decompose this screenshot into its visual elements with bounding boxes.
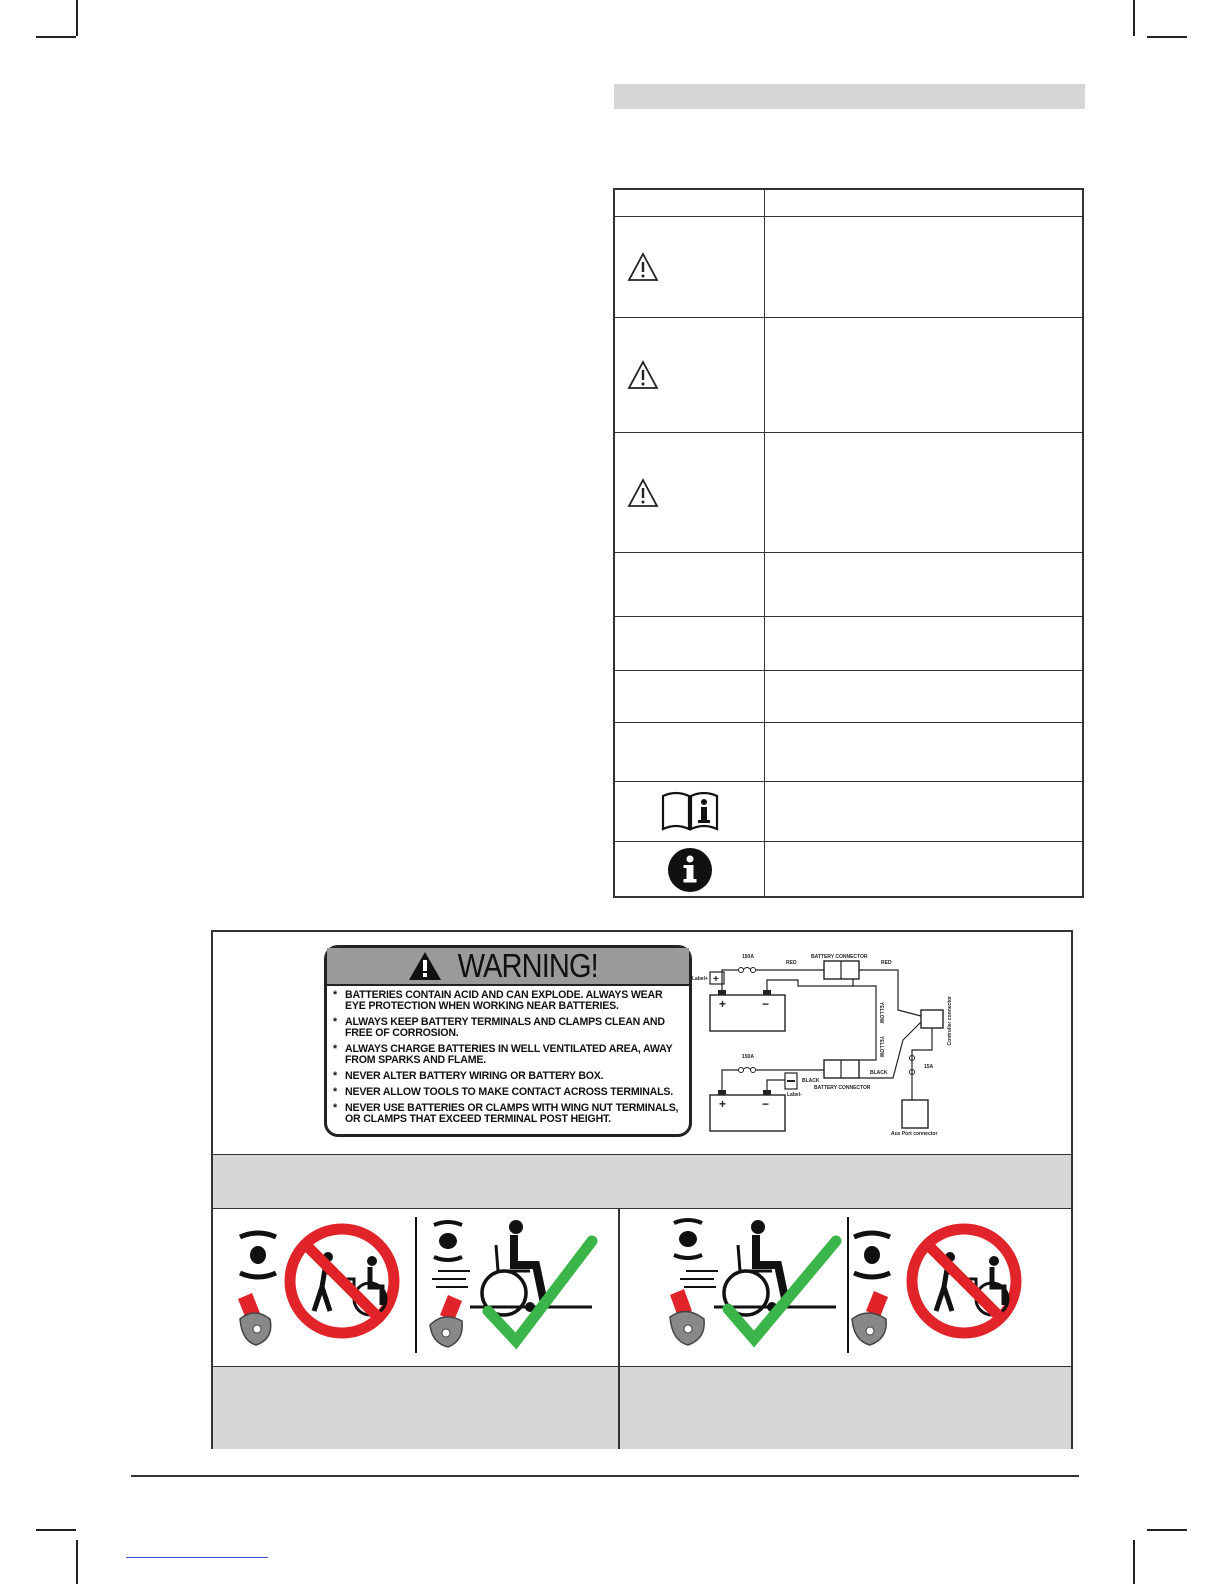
warning-item: * ALWAYS CHARGE BATTERIES IN WELL VENTILATED AREA, AWAY FROM SPARKS AND FLAME.: [333, 1044, 683, 1066]
manual-info-icon: [660, 791, 720, 833]
diagram-label: BATTERY CONNECTOR: [814, 1085, 871, 1091]
symbol-cell: [615, 671, 765, 722]
warning-triangle-icon: [408, 951, 442, 981]
crop-mark: [1147, 36, 1187, 38]
battery-warning-label: [324, 945, 692, 1137]
svg-text:−: −: [762, 1097, 770, 1111]
section-heading-bar: [614, 84, 1085, 109]
freewheel-key-icon: [430, 1295, 462, 1347]
diagram-label: BLACK: [802, 1078, 820, 1084]
table-row: [615, 842, 1082, 898]
warning-item: * NEVER USE BATTERIES OR CLAMPS WITH WING NUT TERMINALS, OR CLAMPS THAT EXCEED TERMINAL POST HEIGHT.: [333, 1103, 683, 1125]
freewheel-pictogram-left: [230, 1215, 602, 1355]
lock-indicator-icon: [854, 1233, 890, 1277]
description-cell: [765, 842, 1082, 898]
table-row: [615, 617, 1082, 671]
battery-wiring-diagram: [692, 940, 964, 1140]
no-pushing-icon: [290, 1229, 394, 1333]
table-row: [615, 553, 1082, 617]
unlock-indicator-icon: [434, 1222, 462, 1260]
crop-mark: [36, 1529, 76, 1531]
diagram-label: Aux Port connector: [891, 1131, 938, 1137]
warning-triangle-icon: [627, 360, 659, 390]
table-row: [615, 782, 1082, 842]
freewheel-key-icon: [852, 1291, 888, 1345]
caption-row: [213, 1154, 1071, 1209]
unlock-indicator-icon: [674, 1220, 702, 1258]
crop-mark: [36, 36, 76, 38]
symbol-cell: [615, 318, 765, 432]
table-row: [615, 318, 1082, 433]
warning-header: [327, 948, 689, 986]
symbol-cell: [615, 553, 765, 616]
no-pushing-icon: [912, 1229, 1016, 1333]
diagram-label: YELLOW: [878, 1002, 884, 1024]
warning-title: WARNING!: [457, 947, 599, 984]
header-cell-description: [765, 190, 1082, 216]
crop-mark: [76, 0, 78, 36]
svg-text:−: −: [762, 997, 770, 1011]
table-header-row: [615, 190, 1082, 217]
description-cell: [765, 723, 1082, 781]
table-row: [615, 433, 1082, 553]
svg-text:+: +: [713, 974, 719, 985]
warning-list: [333, 990, 683, 1130]
diagram-label: BLACK: [870, 1070, 888, 1076]
table-row: [615, 723, 1082, 782]
diagram-label: 150A: [742, 954, 754, 960]
crop-mark: [1133, 0, 1135, 36]
warning-triangle-icon: [627, 478, 659, 508]
description-cell: [765, 617, 1082, 670]
table-row: [615, 671, 1082, 723]
symbol-cell: [615, 217, 765, 317]
diagram-label: Label-: [787, 1092, 802, 1098]
table-row: [615, 217, 1082, 318]
crop-mark: [1133, 1540, 1135, 1584]
symbol-cell: [615, 842, 765, 898]
footer-link-underline[interactable]: [126, 1557, 268, 1558]
header-cell-symbol: [615, 190, 765, 216]
warning-item: * BATTERIES CONTAIN ACID AND CAN EXPLODE. ALWAYS WEAR EYE PROTECTION WHEN WORKING NEAR BATTERIES.: [333, 990, 683, 1012]
diagram-label: RED: [786, 960, 797, 966]
diagram-label: RED: [881, 960, 892, 966]
warning-item: * ALWAYS KEEP BATTERY TERMINALS AND CLAMPS CLEAN AND FREE OF CORROSION.: [333, 1017, 683, 1039]
description-cell: [765, 671, 1082, 722]
lock-indicator-icon: [240, 1233, 276, 1277]
footer-rule: [131, 1475, 1079, 1477]
description-cell: [765, 318, 1082, 432]
warning-item: * NEVER ALTER BATTERY WIRING OR BATTERY BOX.: [333, 1071, 683, 1082]
description-cell: [765, 782, 1082, 841]
description-cell: [765, 433, 1082, 552]
symbol-cell: [615, 433, 765, 552]
caption-cell-right: [620, 1366, 1071, 1449]
warning-item: * NEVER ALLOW TOOLS TO MAKE CONTACT ACROSS TERMINALS.: [333, 1087, 683, 1098]
freewheel-key-icon: [670, 1289, 704, 1345]
diagram-label: Controller connector: [947, 996, 953, 1046]
diagram-label: YELLOW: [878, 1036, 884, 1058]
crop-mark: [76, 1540, 78, 1584]
diagram-label: Label+: [692, 976, 708, 982]
symbol-cell: [615, 617, 765, 670]
description-cell: [765, 553, 1082, 616]
symbol-table: [613, 188, 1084, 898]
diagram-label: 150A: [742, 1054, 754, 1060]
symbol-cell: [615, 782, 765, 841]
freewheel-pictogram-right: [660, 1215, 1040, 1355]
caption-cell-left: [213, 1366, 618, 1449]
warning-triangle-icon: [627, 252, 659, 282]
description-cell: [765, 217, 1082, 317]
diagram-label: BATTERY CONNECTOR: [811, 954, 868, 960]
freewheel-key-icon: [238, 1293, 271, 1345]
svg-text:+: +: [719, 1097, 727, 1111]
crop-mark: [1147, 1529, 1187, 1531]
diagram-label: 15A: [924, 1064, 934, 1070]
svg-text:+: +: [719, 997, 727, 1011]
symbol-cell: [615, 723, 765, 781]
info-circle-icon: [666, 846, 714, 894]
